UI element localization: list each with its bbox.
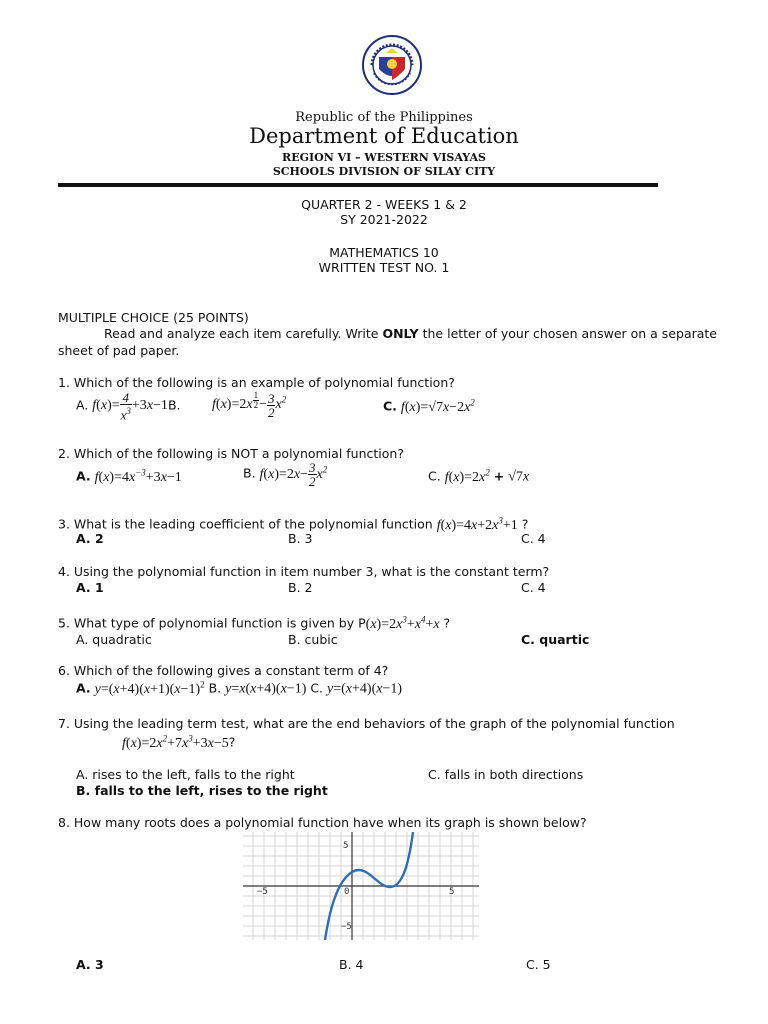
tick-label-origin: 0 <box>344 887 350 897</box>
q4-option-c: C. 4 <box>521 580 546 595</box>
q8-option-b: B. 4 <box>339 957 364 972</box>
q6-options: A. $y=(x+4)(x+1)(x-1)^2$ B. y=x(x+4)(x−1) C. y=(x+4)(x−1) <box>76 679 403 697</box>
q7-option-a: A. rises to the left, falls to the right <box>76 767 295 782</box>
q4-option-b: B. 2 <box>288 580 313 595</box>
q7-option-b: B. falls to the left, rises to the right <box>76 783 328 798</box>
instructions: Read and analyze each item carefully. Write ONLY the letter of your chosen answer on a separate <box>104 326 717 341</box>
school-year-label: SY 2021-2022 <box>340 212 428 227</box>
q2-option-a: A. $f(x)=4x^{-3}+3x-1$ <box>76 467 182 485</box>
q7-function: $f(x)=2x^2+7x^3+3x-5$? <box>122 733 236 751</box>
tick-label-y-bottom: −5 <box>341 922 352 932</box>
q5-option-b: B. cubic <box>288 632 338 647</box>
q7-option-c: C. falls in both directions <box>428 767 584 782</box>
tick-label-x-left: −5 <box>257 887 268 897</box>
q8-option-c: C. 5 <box>526 957 551 972</box>
deped-seal-icon <box>362 35 422 95</box>
tick-label-y-top: 5 <box>343 841 349 851</box>
subject-label: MATHEMATICS 10 <box>329 245 439 260</box>
division-label: SCHOOLS DIVISION OF SILAY CITY <box>272 165 496 178</box>
question-4: 4. Using the polynomial function in item number 3, what is the constant term? <box>58 564 550 579</box>
q3-option-c: C. 4 <box>521 531 546 546</box>
q1-option-a: A. f(x)= $\frac{4}{x^3}$ +3x−1B. <box>76 390 181 423</box>
q2-option-b: B. f(x)=2x− $\frac{3}{2}$ $x^2$ <box>243 460 328 489</box>
question-1: 1. Which of the following is an example of polynomial function? <box>58 375 455 390</box>
q5-option-c: C. quartic <box>521 632 590 647</box>
region-label: REGION VI – WESTERN VISAYAS <box>282 151 486 164</box>
department-title: Department of Education <box>249 124 519 148</box>
question-3: 3. What is the leading coefficient of the polynomial function $f(x)=4x+2x^3+1$ ? <box>58 515 529 533</box>
instructions-cont: sheet of pad paper. <box>58 343 180 358</box>
q1-option-c: C. $f(x)=√7x-2x^2$ <box>383 397 475 415</box>
question-2: 2. Which of the following is NOT a polynomial function? <box>58 446 404 461</box>
q4-option-a: A. 1 <box>76 580 104 595</box>
question-7: 7. Using the leading term test, what are the end behaviors of the graph of the polynomial function <box>58 716 675 731</box>
q3-option-b: B. 3 <box>288 531 313 546</box>
q3-option-a: A. 2 <box>76 531 104 546</box>
q2-option-c: C. $f(x)=2x^2 + √7x$ <box>428 467 530 485</box>
tick-label-x-right: 5 <box>449 887 455 897</box>
question-6: 6. Which of the following gives a constant term of 4? <box>58 663 389 678</box>
question-5: 5. What type of polynomial function is given by $P(x)=2x^3+x^4+x$ ? <box>58 614 451 632</box>
question-8: 8. How many roots does a polynomial function have when its graph is shown below? <box>58 815 587 830</box>
header-divider <box>58 183 658 187</box>
quarter-label: QUARTER 2 - WEEKS 1 & 2 <box>301 197 467 212</box>
q8-option-a: A. 3 <box>76 957 104 972</box>
q1-option-b: f(x)=2x $^{\frac{1}{2}}$ − $\frac{3}{2}$ $x^2$ <box>212 390 287 420</box>
q5-option-a: A. quadratic <box>76 632 152 647</box>
section-heading: MULTIPLE CHOICE (25 POINTS) <box>58 310 249 325</box>
test-title: WRITTEN TEST NO. 1 <box>318 260 450 275</box>
republic-label: Republic of the Philippines <box>295 110 473 125</box>
polynomial-graph <box>243 832 479 940</box>
